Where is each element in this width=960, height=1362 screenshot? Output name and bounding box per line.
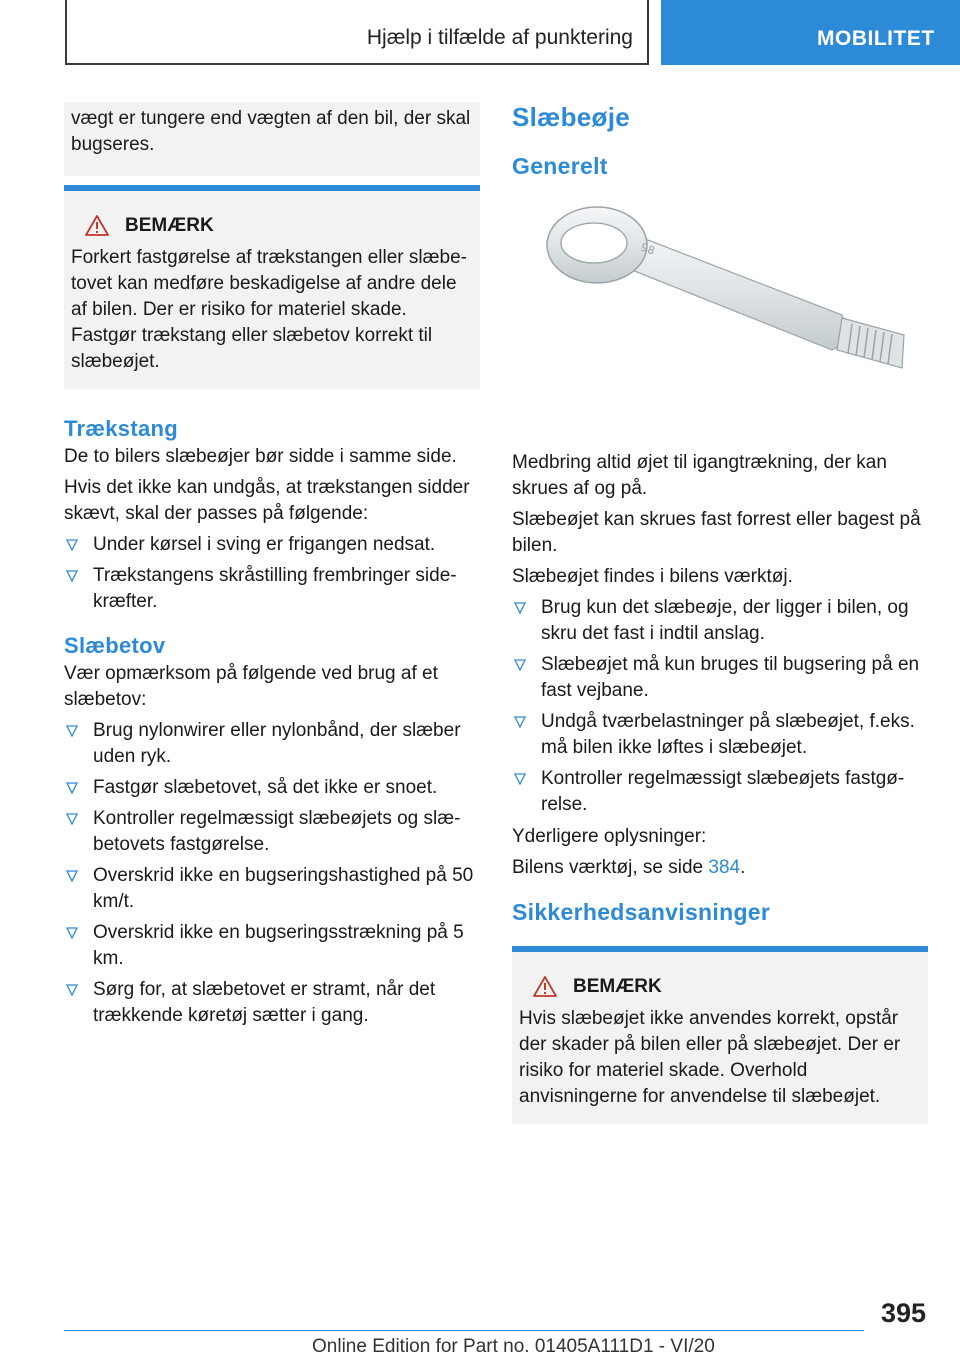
paragraph: Vær opmærksom på følgende ved brug af et slæbetov: [64,663,438,710]
list-item: Fastgør slæbetovet, så det ikke er snoet. [64,775,480,801]
footer-divider [64,1330,864,1331]
page-number: 395 [880,1298,926,1328]
left-column [64,102,480,1034]
paragraph: Medbring altid øjet til igangtrækning, der kan skrues af og på. [512,452,887,499]
header-section-title: Hjælp i tilfælde af punktering [366,26,633,49]
bullet-triangle-icon [66,782,78,794]
list-item: Overskrid ikke en bugseringsstrækning på 5 km. [64,920,480,972]
header-tab [661,0,960,65]
heading-generelt: Generelt [512,153,608,179]
notice-text: Hvis slæbeøjet ikke anvendes korrekt, opstår der skader på bilen eller på slæbeøjet. Der er risiko for materiel skade. Overhold anvisningerne for anvendelse til slæbeøjet. [519,1008,901,1107]
bullet-triangle-icon [514,716,526,728]
heading-slaebetov: Slæbetov [64,633,166,658]
notice-box [512,946,928,1124]
bullet-triangle-icon [514,773,526,785]
heading-traekstang: Trækstang [64,416,178,441]
bullet-triangle-icon [66,813,78,825]
bullet-triangle-icon [514,659,526,671]
notice-text: Forkert fastgørelse af trækstangen eller slæbetovet kan medføre beskadigelse af andre dele af bilen. Der er risiko for materiel skade. Fastgør trækstang eller slæbetov korrekt til slæbeøjet. [71,247,467,372]
cross-reference: Bilens værktøj, se side 384. [512,857,746,878]
bullet-triangle-icon [66,927,78,939]
notice-box [64,185,480,389]
heading-sikkerhedsanvisninger: Sikkerhedsanvisninger [512,899,771,925]
bullet-triangle-icon [66,870,78,882]
towing-eye-image [512,190,928,430]
bullet-list [64,532,480,615]
bullet-triangle-icon [514,602,526,614]
page-reference-link[interactable]: 384 [708,857,741,878]
continued-note-box [64,102,480,176]
warning-triangle-icon [533,975,557,999]
list-item: Sørg for, at slæbetovet er stramt, når det trækkende køretøj sætter i gang. [64,977,480,1029]
notice-heading-label: BEMÆRK [125,215,214,236]
paragraph: Yderligere oplysninger: [512,826,707,847]
warning-triangle-icon [85,214,109,238]
list-item: Slæbeøjet må kun bruges til bugsering på en fast vejbane. [512,652,928,704]
list-item: Overskrid ikke en bugseringshastighed på 50 km/t. [64,863,480,915]
continued-note-text: vægt er tungere end vægten af den bil, der skal bugseres. [71,108,471,155]
bullet-triangle-icon [66,984,78,996]
bullet-list [64,718,480,1029]
list-item: Brug kun det slæbeøje, der ligger i bilen, og skru det fast i indtil anslag. [512,595,928,647]
towing-eye-illustration [512,190,928,430]
list-item: Brug nylonwirer eller nylonbånd, der slæber uden ryk. [64,718,480,770]
paragraph: Slæbeøjet kan skrues fast forrest eller bagest på bilen. [512,509,921,556]
header-section-box [65,0,649,65]
list-item: Kontroller regelmæssigt slæbeøjets og slæbetovets fastgørelse. [64,806,480,858]
paragraph: Hvis det ikke kan undgås, at trækstangen sidder skævt, skal der passes på følgende: [64,477,470,524]
footer-edition: Online Edition for Part no. 01405A111D1 - VI/20 [312,1336,715,1357]
header-tab-label: MOBILITET [817,27,935,50]
notice-heading [71,211,473,241]
bullet-triangle-icon [66,570,78,582]
notice-heading-label: BEMÆRK [573,976,662,997]
right-column [512,102,928,1124]
list-item: Under kørsel i sving er frigangen nedsat. [64,532,480,558]
list-item: Trækstangens skråstilling frembringer sidekræfter. [64,563,480,615]
bullet-list [512,595,928,818]
page-title: Slæbeøje [512,102,630,132]
bullet-triangle-icon [66,539,78,551]
list-item: Kontroller regelmæssigt slæbeøjets fastgørelse. [512,766,928,818]
svg-text:98: 98 [638,240,657,258]
list-item: Undgå tværbelastninger på slæbeøjet, f.eks. må bilen ikke løftes i slæbeøjet. [512,709,928,761]
notice-heading [519,972,921,1002]
paragraph: Slæbeøjet findes i bilens værktøj. [512,566,793,587]
bullet-triangle-icon [66,725,78,737]
paragraph: De to bilers slæbeøjer bør sidde i samme side. [64,446,457,467]
